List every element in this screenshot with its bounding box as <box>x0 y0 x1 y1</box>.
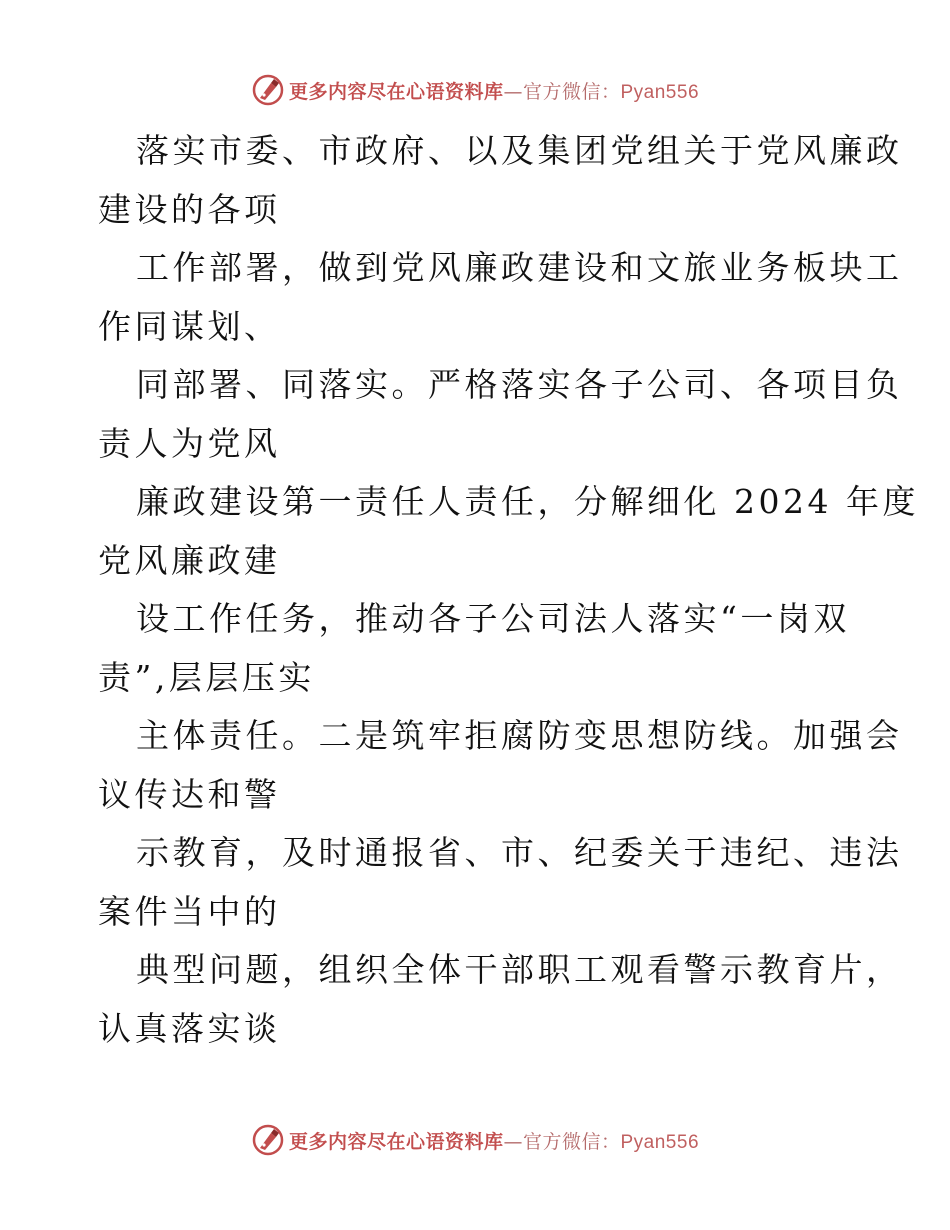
banner-main-text: 更多内容尽在心语资料库 <box>288 1130 504 1153</box>
paragraph-line: 作同谋划、 <box>98 306 281 346</box>
paragraph-line: 设工作任务，推动各子公司法人落实“一岗双 <box>136 599 850 638</box>
banner-wechat-id: Pyan556 <box>620 1131 700 1153</box>
paragraph-line: 同部署、同落实。严格落实各子公司、各项目负 <box>136 365 903 404</box>
banner-dash: — <box>503 80 523 103</box>
document-body <box>98 122 919 1058</box>
pen-nib-logo-icon <box>251 73 285 107</box>
paragraph-line: 责人为党风 <box>98 423 281 463</box>
pen-nib-logo-icon <box>251 1123 285 1157</box>
footer-banner <box>0 1120 950 1160</box>
banner-text <box>289 77 699 104</box>
paragraph-line: 主体责任。二是筑牢拒腐防变思想防线。加强会 <box>136 716 903 755</box>
paragraph-line: 典型问题，组织全体干部职工观看警示教育片， <box>136 950 903 989</box>
banner-wechat-label: 官方微信： <box>522 1130 621 1153</box>
paragraph-line: 议传达和警 <box>98 774 281 814</box>
banner-dash: — <box>503 1130 523 1153</box>
banner-main-text: 更多内容尽在心语资料库 <box>288 80 504 103</box>
paragraph-line: 案件当中的 <box>98 891 281 931</box>
paragraph-line: 工作部署，做到党风廉政建设和文旅业务板块工 <box>136 248 903 287</box>
banner-text <box>289 1127 699 1154</box>
header-banner <box>0 70 950 110</box>
paragraph-line: 建设的各项 <box>98 189 281 229</box>
paragraph-line: 落实市委、市政府、以及集团党组关于党风廉政 <box>136 131 903 170</box>
banner-wechat-id: Pyan556 <box>620 81 700 103</box>
paragraph-line: 责”,层层压实 <box>98 657 315 697</box>
paragraph-line: 示教育，及时通报省、市、纪委关于违纪、违法 <box>136 833 903 872</box>
paragraph-line: 党风廉政建 <box>98 540 281 580</box>
paragraph-line: 认真落实谈 <box>98 1008 281 1048</box>
banner-wechat-label: 官方微信： <box>522 80 621 103</box>
paragraph-line: 廉政建设第一责任人责任，分解细化 2024 年度 <box>136 482 919 521</box>
